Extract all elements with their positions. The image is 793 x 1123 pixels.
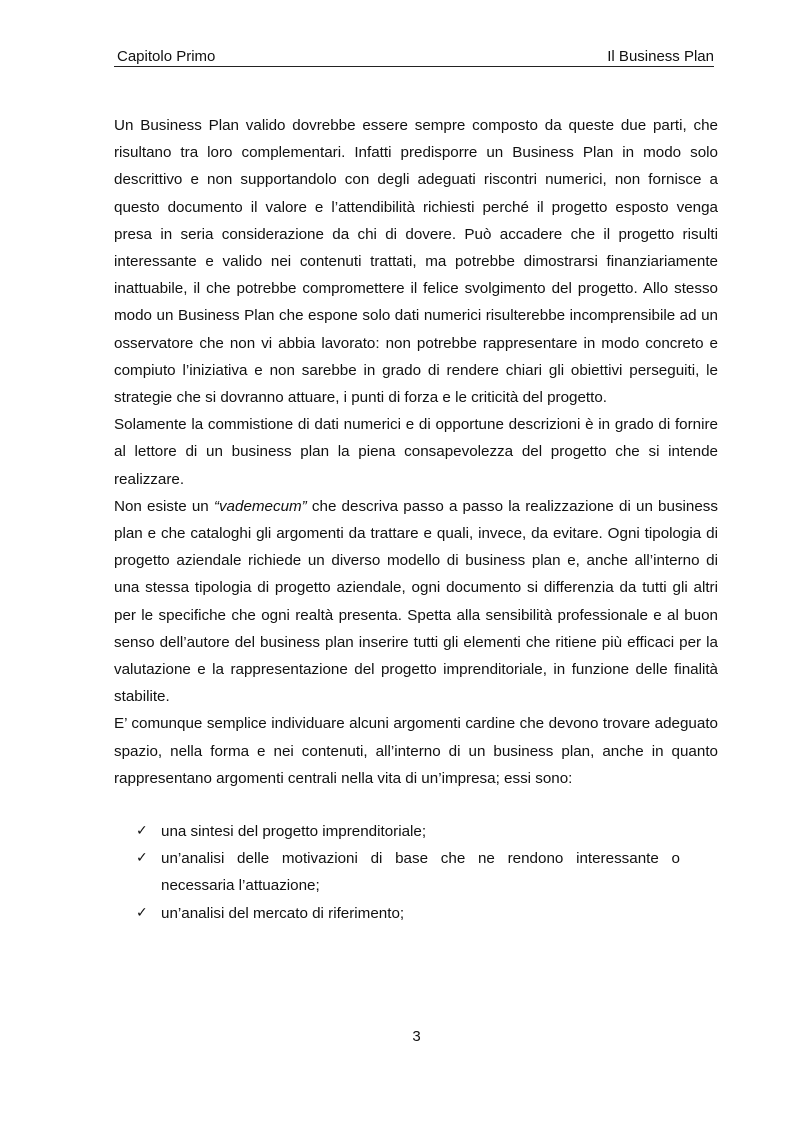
list-item-text: un’analisi delle motivazioni di base che ne rendono interessante o necessaria l’attuazione;: [161, 850, 680, 895]
list-item: [114, 900, 718, 927]
chapter-title: Capitolo Primo: [117, 48, 216, 65]
list-item: [114, 818, 718, 845]
paragraph-1: Un Business Plan valido dovrebbe essere sempre composto da queste due parti, che risultano tra loro complementari. Infatti predisporre un Business Plan in modo solo descrittivo e non supportandolo con degli adeguati riscontri numerici, non fornisce a questo documento il valore e l’attendibilità richiesti perché il progetto esposto venga presa in seria considerazione da chi di dovere. Può accadere che il progetto risulti interessante e valido nei contenuti trattati, ma potrebbe dimostrarsi finanziariamente inattuabile, il che potrebbe compromettere il felice svolgimento del progetto. Allo stesso modo un Business Plan che espone solo dati numerici risulterebbe incomprensibile ad un osservatore che non vi abbia lavorato: non potrebbe rappresentare in modo concreto e compiuto l’iniziativa e non sarebbe in grado di rendere chiari gli obiettivi perseguiti, le strategie che si dovranno attuare, i punti di forza e le criticità del progetto.: [114, 117, 718, 407]
list-item: [114, 845, 718, 899]
list-item-text: un’analisi del mercato di riferimento;: [161, 904, 405, 922]
vertical-spacer: [114, 792, 718, 818]
page-body: [114, 112, 718, 927]
paragraph-3: [114, 493, 718, 711]
bullet-list: [114, 818, 718, 927]
list-item-text: una sintesi del progetto imprenditoriale;: [161, 823, 427, 841]
checkmark-icon: ✓: [136, 823, 148, 840]
paragraph-3-start: Non esiste un: [114, 497, 214, 515]
paragraph-4: E’ comunque semplice individuare alcuni argomenti cardine che devono trovare adeguato spazio, nella forma e nei contenuti, all’interno di un business plan, anche in quanto rappresentano argomenti centrali nella vita di un’impresa; essi sono:: [114, 715, 718, 787]
section-title: Il Business Plan: [607, 48, 714, 65]
paragraph-3-rest: che descriva passo a passo la realizzazione di un business plan e che cataloghi gli argomenti da trattare e quali, invece, da evitare. Ogni tipologia di progetto aziendale richiede un diverso modello di business plan e, anche all’interno di una stessa tipologia di progetto aziendale, ogni documento si differenzia da tutti gli altri per le specifiche che ogni realtà presenta. Spetta alla sensibilità professionale e al buon senso dell’autore del business plan inserire tutti gli elementi che ritiene più efficaci per la valutazione e la rappresentazione del progetto imprenditoriale, in funzione delle finalità stabilite.: [114, 497, 718, 706]
paragraph-2: Solamente la commistione di dati numerici e di opportune descrizioni è in grado di fornire al lettore di un business plan la piena consapevolezza del progetto che si intende realizzare.: [114, 416, 718, 488]
running-header: [114, 47, 714, 67]
checkmark-icon: ✓: [136, 904, 148, 921]
vademecum-emphasis: “vademecum”: [213, 497, 307, 515]
page-number: 3: [412, 1028, 421, 1045]
checkmark-icon: ✓: [136, 850, 148, 867]
